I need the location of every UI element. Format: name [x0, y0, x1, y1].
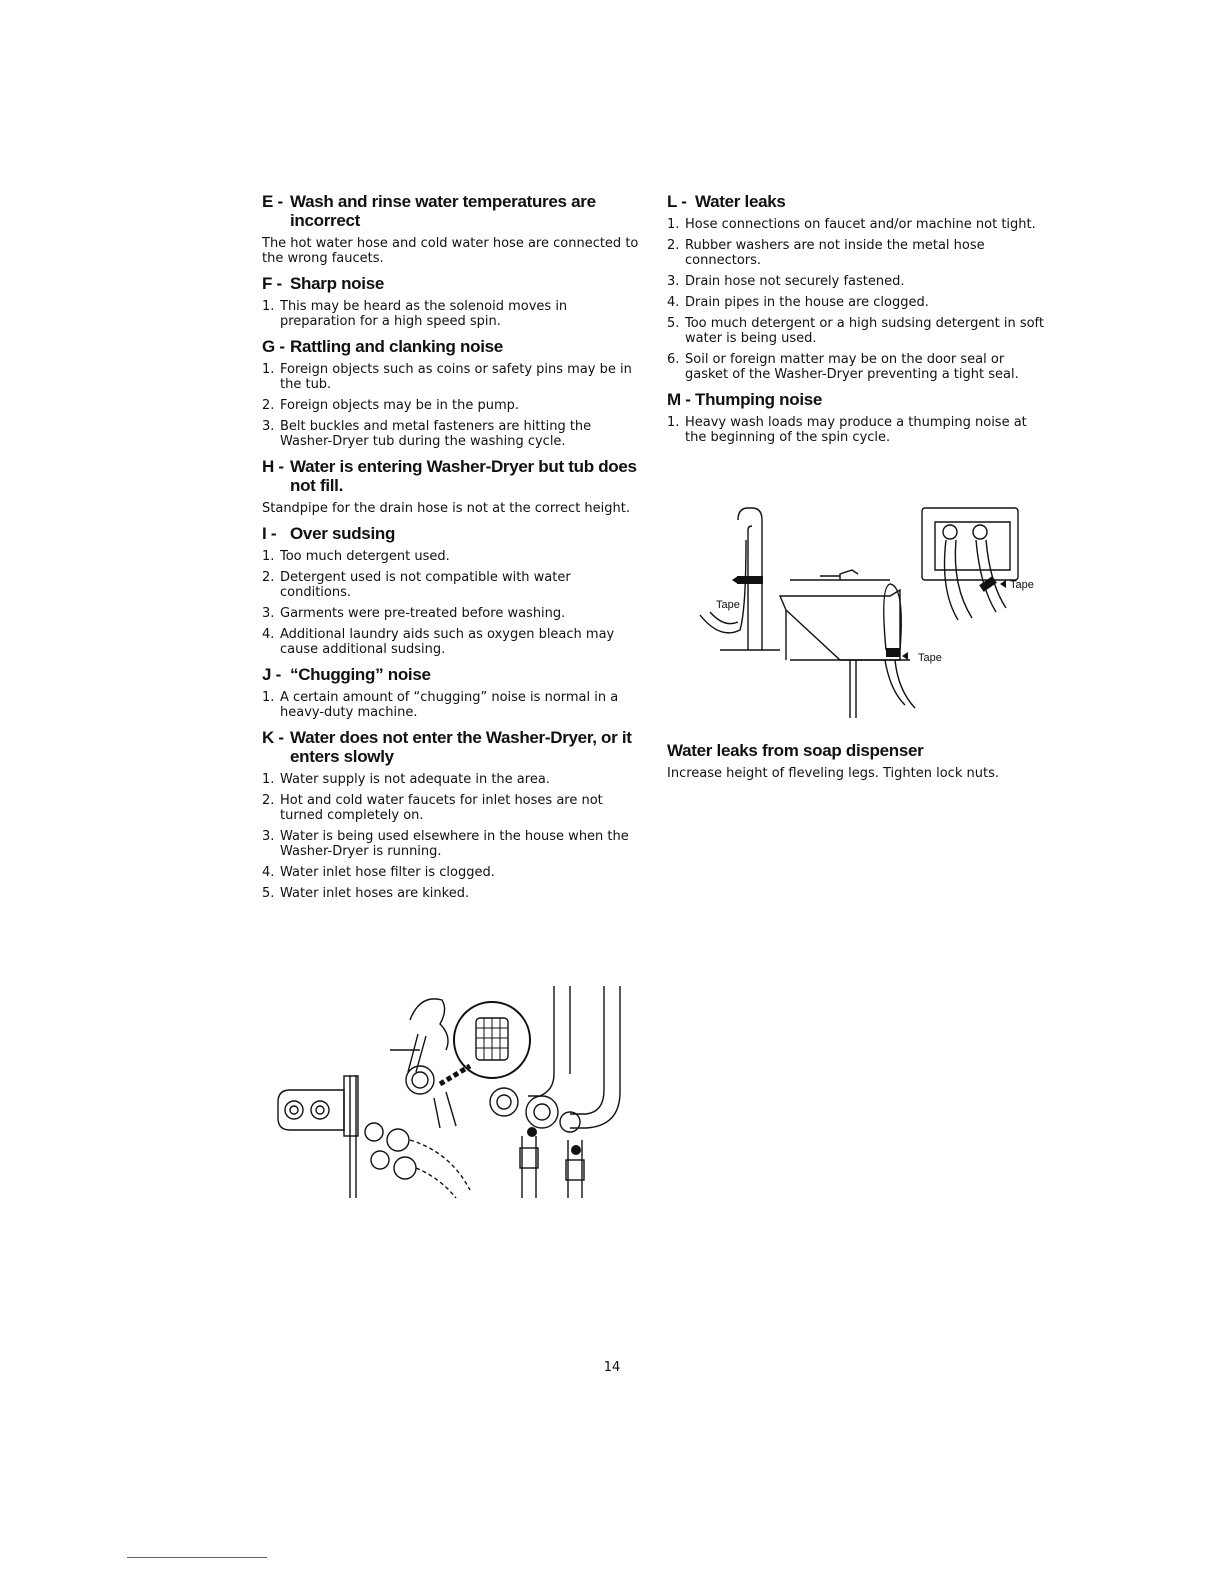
footer-rule: [127, 1557, 267, 1558]
section-heading: J - “Chugging” noise: [262, 665, 431, 684]
list-item: 3. Water is being used elsewhere in the house when the Washer-Dryer is running.: [262, 829, 629, 859]
section-heading: Water leaks from soap dispenser: [667, 741, 924, 760]
washer-icon: [527, 1127, 537, 1137]
list-item: 1. This may be heard as the solenoid moves in preparation for a high speed spin.: [262, 299, 568, 329]
list-item: 6. Soil or foreign matter may be on the door seal or gasket of the Washer-Dryer preventing a tight seal.: [667, 352, 1019, 382]
hose-tape-figure: [690, 500, 1050, 725]
page-number: 14: [603, 1360, 621, 1375]
list-item: 3. Garments were pre-treated before washing.: [262, 606, 566, 621]
section-heading: K - Water does not enter the Washer-Dryer, or it enters slowly: [262, 728, 632, 766]
right-column: [667, 192, 1049, 453]
section-h: [262, 457, 644, 516]
list-item: 2. Foreign objects may be in the pump.: [262, 398, 520, 413]
list-item: 2. Detergent used is not compatible with water conditions.: [262, 570, 571, 600]
section-heading: L - Water leaks: [667, 192, 786, 211]
item-list: [262, 362, 644, 449]
pointer-arrow-icon: [440, 1066, 470, 1084]
list-item: 2. Rubber washers are not inside the metal hose connectors.: [667, 238, 985, 268]
section-f: [262, 274, 644, 329]
inlet-filter-figure: [270, 980, 650, 1205]
section-text: Increase height of fleveling legs. Tighten lock nuts.: [667, 766, 999, 781]
item-list: [667, 217, 1049, 382]
section-heading: E - Wash and rinse water temperatures are incorrect: [262, 192, 596, 230]
hose-tape-illustration: [690, 500, 1050, 725]
section-j: [262, 665, 644, 720]
section-i: [262, 524, 644, 657]
section-heading: I - Over sudsing: [262, 524, 396, 543]
section-soap-dispenser: [667, 741, 1067, 781]
section-e: [262, 192, 644, 266]
tape-label-bottom-right: Tape: [918, 652, 942, 664]
item-list: [262, 299, 644, 329]
list-item: 4. Drain pipes in the house are clogged.: [667, 295, 929, 310]
list-item: 4. Additional laundry aids such as oxygen bleach may cause additional sudsing.: [262, 627, 615, 657]
list-item: 1. Water supply is not adequate in the area.: [262, 772, 550, 787]
list-item: 4. Water inlet hose filter is clogged.: [262, 865, 495, 880]
list-item: 1. Heavy wash loads may produce a thumping noise at the beginning of the spin cycle.: [667, 415, 1027, 445]
washer-icon: [571, 1145, 581, 1155]
tape-band-icon: [737, 576, 763, 584]
list-item: 5. Too much detergent or a high sudsing detergent in soft water is being used.: [667, 316, 1044, 346]
section-text: The hot water hose and cold water hose are connected to the wrong faucets.: [262, 236, 639, 266]
left-column: [262, 192, 644, 909]
inlet-filter-illustration: [270, 980, 650, 1205]
list-item: 1. A certain amount of “chugging” noise is normal in a heavy-duty machine.: [262, 690, 619, 720]
section-g: [262, 337, 644, 449]
list-item: 3. Drain hose not securely fastened.: [667, 274, 905, 289]
list-item: 5. Water inlet hoses are kinked.: [262, 886, 470, 901]
tape-label-left: Tape: [716, 599, 740, 611]
section-k: [262, 728, 644, 901]
arrow-icon: [1000, 580, 1006, 588]
section-heading: G - Rattling and clanking noise: [262, 337, 503, 356]
list-item: 1. Too much detergent used.: [262, 549, 450, 564]
section-heading: F - Sharp noise: [262, 274, 385, 293]
list-item: 3. Belt buckles and metal fasteners are hitting the Washer-Dryer tub during the washing cycle.: [262, 419, 592, 449]
arrow-icon: [732, 576, 738, 584]
tape-label-top-right: Tape: [1010, 579, 1034, 591]
section-heading: M - Thumping noise: [667, 390, 823, 409]
item-list: [262, 549, 644, 657]
item-list: [262, 690, 644, 720]
list-item: 1. Foreign objects such as coins or safety pins may be in the tub.: [262, 362, 632, 392]
section-m: [667, 390, 1049, 445]
arrow-icon: [902, 652, 908, 660]
list-item: 1. Hose connections on faucet and/or machine not tight.: [667, 217, 1036, 232]
tape-band-icon: [886, 648, 900, 657]
list-item: 2. Hot and cold water faucets for inlet hoses are not turned completely on.: [262, 793, 603, 823]
section-heading: H - Water is entering Washer-Dryer but tub does not fill.: [262, 457, 637, 495]
section-l: [667, 192, 1049, 382]
section-text: Standpipe for the drain hose is not at the correct height.: [262, 501, 630, 516]
item-list: [262, 772, 644, 901]
item-list: [667, 415, 1049, 445]
